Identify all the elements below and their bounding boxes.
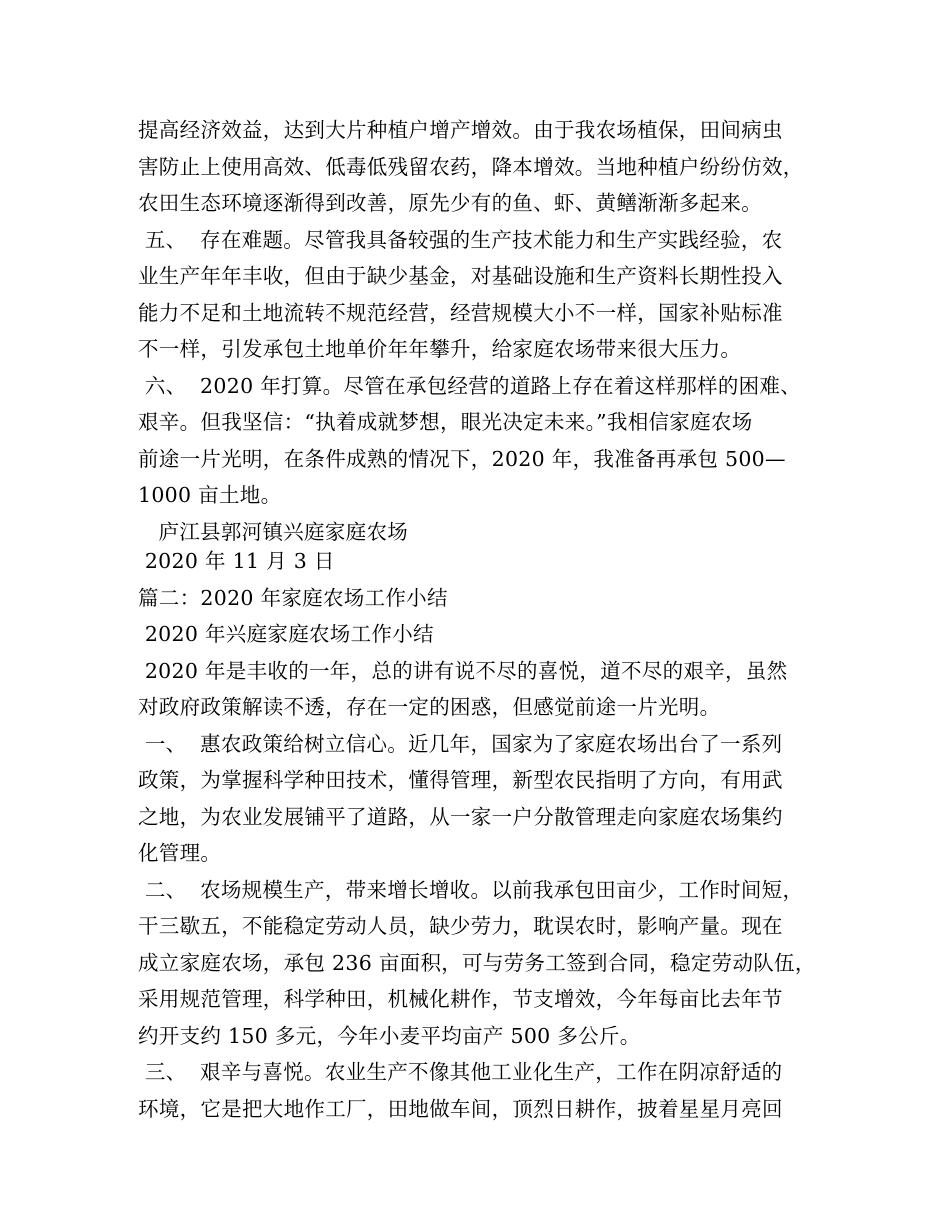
text-line: 之地，为农业发展铺平了道路，从一家一户分散管理走向家庭农场集约 xyxy=(138,805,783,829)
text-line: 六、 2020 年打算。尽管在承包经营的道路上存在着这样那样的困难、 xyxy=(138,374,802,398)
text-line: 三、 艰辛与喜悦。农业生产不像其他工业化生产，工作在阴凉舒适的 xyxy=(138,1060,783,1084)
section-subtitle: 2020 年兴庭家庭农场工作小结 xyxy=(138,622,434,646)
text-line: 害防止上使用高效、低毒低残留农药，降本增效。当地种植户纷纷仿效， xyxy=(138,155,804,179)
text-line: 化管理。 xyxy=(138,841,222,865)
signature-date: 2020 年 11 月 3 日 xyxy=(138,549,335,573)
text-line: 干三歇五，不能稳定劳动人员，缺少劳力，耽误农时，影响产量。现在 xyxy=(138,914,783,938)
text-line: 五、 存在难题。尽管我具备较强的生产技术能力和生产实践经验，农 xyxy=(138,228,783,252)
text-line: 提高经济效益，达到大片种植户增产增效。由于我农场植保，田间病虫 xyxy=(138,118,783,142)
text-line: 对政府政策解读不透，存在一定的困惑，但感觉前途一片光明。 xyxy=(138,695,721,719)
text-line: 1000 亩土地。 xyxy=(138,483,282,507)
signature-org: 庐江县郭河镇兴庭家庭农场 xyxy=(138,520,409,544)
text-line: 政策，为掌握科学种田技术，懂得管理，新型农民指明了方向，有用武 xyxy=(138,768,783,792)
text-line: 农田生态环境逐渐得到改善，原先少有的鱼、虾、黄鳝渐渐多起来。 xyxy=(138,191,762,215)
text-line: 二、 农场规模生产，带来增长增收。以前我承包田亩少，工作时间短， xyxy=(138,878,804,902)
text-line: 成立家庭农场，承包 236 亩面积，可与劳务工签到合同，稳定劳动队伍， xyxy=(138,951,816,975)
section-heading: 篇二：2020 年家庭农场工作小结 xyxy=(138,586,448,610)
text-line: 采用规范管理，科学种田，机械化耕作，节支增效，今年每亩比去年节 xyxy=(138,987,783,1011)
text-line: 艰辛。但我坚信：“执着成就梦想，眼光决定未来。”我相信家庭农场 xyxy=(138,410,753,434)
text-line: 约开支约 150 多元，今年小麦平均亩产 500 多公斤。 xyxy=(138,1024,641,1048)
text-line: 能力不足和土地流转不规范经营，经营规模大小不一样，国家补贴标准 xyxy=(138,301,783,325)
text-line: 前途一片光明，在条件成熟的情况下，2020 年，我准备再承包 500— xyxy=(138,447,786,471)
text-line: 2020 年是丰收的一年，总的讲有说不尽的喜悦，道不尽的艰辛，虽然 xyxy=(138,659,788,683)
text-line: 一、 惠农政策给树立信心。近几年，国家为了家庭农场出台了一系列 xyxy=(138,732,783,756)
text-line: 不一样，引发承包土地单价年年攀升，给家庭农场带来很大压力。 xyxy=(138,337,742,361)
text-line: 环境，它是把大地作工厂，田地做车间，顶烈日耕作，披着星星月亮回 xyxy=(138,1097,783,1121)
text-line: 业生产年年丰收，但由于缺少基金，对基础设施和生产资料长期性投入 xyxy=(138,264,783,288)
